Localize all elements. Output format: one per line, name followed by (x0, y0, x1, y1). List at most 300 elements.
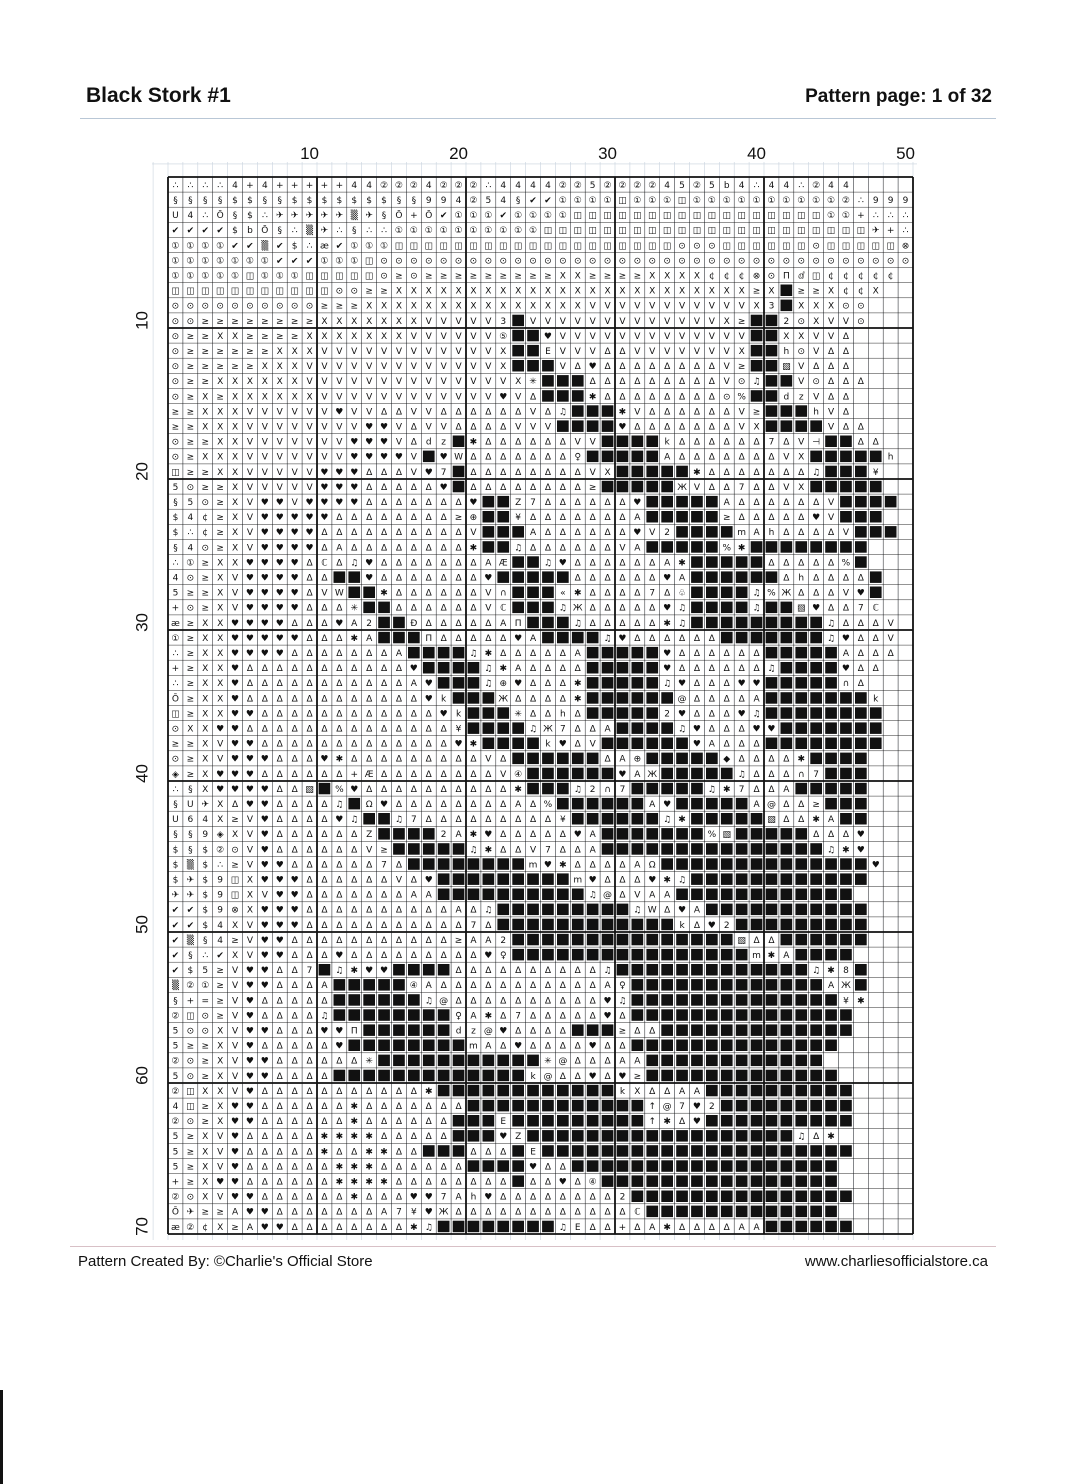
stitch-symbol: ♥ (245, 1026, 254, 1037)
filled-cell (795, 738, 807, 750)
filled-cell (781, 1206, 793, 1218)
stitch-symbol: Δ (693, 679, 701, 690)
stitch-symbol: ✱ (484, 845, 493, 856)
stitch-symbol: ① (201, 271, 210, 282)
filled-cell (348, 979, 360, 991)
filled-cell (691, 843, 703, 855)
stitch-symbol: 2 (783, 316, 790, 327)
stitch-symbol: Δ (425, 784, 432, 795)
stitch-symbol: X (217, 467, 224, 478)
stitch-symbol: X (515, 377, 522, 388)
stitch-symbol: ⊙ (842, 301, 850, 312)
filled-cell (557, 375, 569, 387)
filled-cell (632, 647, 644, 659)
stitch-symbol: ② (380, 180, 389, 191)
stitch-symbol: 4 (232, 180, 238, 191)
stitch-symbol: Δ (559, 467, 566, 478)
stitch-symbol: Δ (261, 1177, 268, 1188)
stitch-symbol: $ (202, 890, 209, 901)
stitch-symbol: X (529, 286, 537, 297)
stitch-symbol: Δ (395, 1192, 403, 1203)
stitch-symbol: V (380, 392, 388, 403)
stitch-symbol: Δ (500, 830, 507, 841)
stitch-symbol: Δ (306, 1071, 313, 1082)
stitch-symbol: 4 (455, 195, 462, 206)
stitch-symbol: ≥ (186, 1177, 195, 1188)
filled-cell (632, 692, 644, 704)
stitch-symbol: Δ (306, 709, 313, 720)
filled-cell (542, 753, 554, 765)
stitch-symbol: 4 (664, 180, 671, 191)
stitch-symbol: ✔ (171, 226, 180, 237)
filled-cell (661, 511, 673, 523)
stitch-symbol: ◫ (722, 226, 732, 237)
store-website[interactable]: www.charliesofficialstore.ca (804, 1253, 988, 1270)
stitch-symbol: Δ (798, 467, 805, 478)
stitch-symbol: ♥ (380, 422, 389, 433)
filled-cell (766, 1175, 778, 1187)
stitch-symbol: ① (216, 256, 225, 267)
stitch-symbol: ≥ (186, 739, 195, 750)
stitch-symbol: Δ (321, 1071, 328, 1082)
filled-cell (512, 753, 524, 765)
filled-cell (810, 1175, 822, 1187)
stitch-symbol: Δ (589, 377, 596, 388)
stitch-symbol: 9 (872, 195, 879, 206)
stitch-symbol: Δ (366, 920, 373, 931)
stitch-symbol: 9 (440, 195, 447, 206)
stitch-symbol: ♥ (588, 362, 597, 373)
stitch-symbol: Δ (440, 407, 447, 418)
filled-cell (557, 753, 569, 765)
stitch-symbol: ◫ (677, 195, 687, 206)
stitch-symbol: ≥ (231, 346, 239, 357)
stitch-symbol: Δ (634, 633, 641, 644)
filled-cell (706, 934, 718, 946)
stitch-symbol: ✈ (275, 211, 284, 222)
stitch-symbol: Δ (291, 799, 298, 810)
stitch-symbol: ♫ (514, 543, 523, 554)
stitch-symbol: A (827, 815, 835, 826)
filled-cell (751, 858, 763, 870)
stitch-symbol: Δ (351, 664, 358, 675)
stitch-symbol: X (246, 377, 254, 388)
stitch-symbol: X (738, 346, 745, 357)
stitch-symbol: A (604, 724, 611, 735)
stitch-symbol: Δ (336, 920, 343, 931)
stitch-symbol: Δ (529, 513, 537, 524)
stitch-symbol: Δ (827, 830, 835, 841)
stitch-symbol: ¥ (455, 724, 462, 735)
filled-cell (736, 904, 748, 916)
stitch-symbol: ✱ (350, 966, 359, 977)
stitch-symbol: 4 (366, 180, 373, 191)
stitch-symbol: $ (202, 905, 209, 916)
stitch-symbol: Δ (634, 392, 641, 403)
stitch-symbol: 4 (172, 1101, 179, 1112)
stitch-symbol: ① (469, 211, 478, 222)
filled-cell (378, 1009, 390, 1021)
stitch-symbol: 7 (440, 467, 447, 478)
filled-cell (646, 707, 658, 719)
stitch-symbol: ♥ (603, 996, 612, 1007)
stitch-symbol: ✱ (335, 1132, 344, 1143)
stitch-symbol: ◫ (633, 241, 642, 252)
stitch-symbol: ⊙ (171, 377, 180, 388)
stitch-symbol: Δ (336, 860, 343, 871)
stitch-symbol: X (202, 1177, 209, 1188)
stitch-symbol: V (619, 331, 626, 342)
stitch-symbol: ♥ (350, 467, 359, 478)
stitch-symbol: 9 (217, 890, 224, 901)
filled-cell (468, 889, 480, 901)
stitch-symbol: V (440, 331, 447, 342)
stitch-symbol: ♥ (424, 1207, 433, 1218)
stitch-symbol: ≥ (469, 271, 478, 282)
filled-cell (646, 1040, 658, 1052)
stitch-symbol: V (619, 301, 626, 312)
stitch-symbol: % (737, 392, 746, 403)
stitch-symbol: ↑ (648, 1101, 657, 1112)
stitch-symbol: ▒ (306, 226, 314, 237)
stitch-symbol: 4 (843, 180, 849, 191)
filled-cell (825, 451, 837, 463)
filled-cell (378, 813, 390, 825)
filled-cell (691, 783, 703, 795)
stitch-symbol: d (783, 392, 790, 403)
filled-cell (468, 858, 480, 870)
stitch-symbol: Δ (470, 950, 477, 961)
stitch-symbol: ♥ (275, 543, 284, 554)
filled-cell (632, 949, 644, 961)
stitch-symbol: ♫ (320, 1011, 329, 1022)
stitch-symbol: X (217, 1117, 224, 1128)
stitch-symbol: Δ (395, 935, 403, 946)
stitch-symbol: ♥ (618, 769, 627, 780)
stitch-symbol: ≥ (186, 633, 195, 644)
stitch-symbol: Δ (589, 724, 596, 735)
stitch-symbol: Δ (619, 513, 626, 524)
stitch-symbol: Δ (738, 754, 745, 765)
stitch-symbol: ▒ (186, 860, 194, 871)
filled-cell (781, 738, 793, 750)
filled-cell (468, 707, 480, 719)
stitch-symbol: ◫ (454, 241, 463, 252)
filled-cell (408, 994, 420, 1006)
filled-cell (527, 768, 539, 780)
stitch-symbol: ② (171, 1117, 180, 1128)
filled-cell (497, 738, 509, 750)
stitch-symbol: ≥ (320, 301, 329, 312)
stitch-symbol: Δ (500, 422, 507, 433)
stitch-symbol: X (604, 286, 611, 297)
filled-cell (810, 632, 822, 644)
filled-cell (751, 345, 763, 357)
stitch-symbol: Δ (529, 799, 537, 810)
stitch-symbol: V (440, 362, 447, 373)
stitch-symbol: Δ (410, 497, 417, 508)
filled-cell (527, 571, 539, 583)
stitch-symbol: X (500, 346, 507, 357)
stitch-symbol: ▒ (186, 935, 194, 946)
filled-cell (661, 994, 673, 1006)
stitch-symbol: ① (529, 211, 538, 222)
stitch-symbol: Δ (574, 482, 581, 493)
stitch-symbol: V (395, 362, 403, 373)
stitch-symbol: ⊙ (171, 437, 180, 448)
filled-cell (721, 587, 733, 599)
stitch-symbol: X (366, 331, 373, 342)
stitch-symbol: Δ (380, 679, 388, 690)
stitch-symbol: ✔ (171, 905, 180, 916)
filled-cell (602, 707, 614, 719)
filled-cell (468, 692, 480, 704)
stitch-symbol: Δ (291, 1041, 298, 1052)
stitch-symbol: X (231, 407, 239, 418)
stitch-symbol: ∴ (336, 226, 343, 237)
stitch-symbol: h (768, 528, 775, 539)
stitch-symbol: Δ (857, 648, 864, 659)
filled-cell (661, 1055, 673, 1067)
stitch-symbol: Δ (485, 1207, 492, 1218)
stitch-symbol: ✈ (335, 211, 344, 222)
stitch-symbol: ① (260, 271, 269, 282)
stitch-symbol: Δ (425, 482, 432, 493)
filled-cell (691, 1191, 703, 1203)
filled-cell (840, 1191, 852, 1203)
stitch-symbol: Δ (336, 1222, 343, 1233)
stitch-symbol: Δ (559, 452, 566, 463)
stitch-symbol: ◫ (826, 226, 836, 237)
stitch-symbol: Δ (723, 648, 730, 659)
stitch-symbol: X (231, 497, 239, 508)
stitch-symbol: ✱ (469, 830, 478, 841)
stitch-symbol: ∴ (291, 226, 298, 237)
stitch-symbol: V (664, 331, 671, 342)
stitch-symbol: Δ (544, 1177, 552, 1188)
stitch-symbol: § (188, 195, 193, 206)
stitch-symbol: Δ (544, 981, 552, 992)
filled-cell (766, 1055, 778, 1067)
stitch-symbol: Δ (529, 1177, 537, 1188)
filled-cell (751, 994, 763, 1006)
stitch-symbol: Δ (574, 573, 581, 584)
filled-cell (602, 647, 614, 659)
filled-cell (721, 526, 733, 538)
stitch-symbol: Δ (351, 1056, 358, 1067)
stitch-symbol: Δ (395, 694, 403, 705)
filled-cell (646, 949, 658, 961)
stitch-symbol: V (693, 331, 701, 342)
filled-cell (721, 934, 733, 946)
filled-cell (795, 828, 807, 840)
stitch-symbol: ≥ (186, 437, 195, 448)
filled-cell (825, 1085, 837, 1097)
stitch-symbol: Δ (515, 845, 522, 856)
stitch-symbol: ♀ (574, 452, 582, 463)
filled-cell (736, 1130, 748, 1142)
filled-cell (751, 889, 763, 901)
stitch-symbol: Δ (708, 467, 715, 478)
stitch-symbol: V (485, 377, 492, 388)
filled-cell (795, 1145, 807, 1157)
filled-cell (587, 1145, 599, 1157)
filled-cell (572, 919, 584, 931)
filled-cell (706, 753, 718, 765)
stitch-symbol: + (857, 211, 865, 222)
filled-cell (855, 919, 867, 931)
stitch-symbol: ⊗ (901, 241, 910, 252)
stitch-symbol: Δ (306, 845, 313, 856)
filled-cell (795, 1115, 807, 1127)
stitch-symbol: ① (514, 211, 523, 222)
stitch-symbol: ① (767, 195, 776, 206)
filled-cell (736, 1055, 748, 1067)
stitch-symbol: Δ (395, 467, 403, 478)
stitch-symbol: A (589, 830, 596, 841)
filled-cell (810, 949, 822, 961)
stitch-symbol: Δ (291, 1101, 298, 1112)
stitch-symbol: ♥ (245, 1056, 254, 1067)
stitch-symbol: Δ (425, 558, 432, 569)
stitch-symbol: Δ (634, 875, 641, 886)
stitch-symbol: Δ (574, 981, 581, 992)
stitch-symbol: ♥ (260, 558, 269, 569)
stitch-symbol: ✱ (678, 558, 686, 569)
stitch-symbol: V (321, 588, 328, 599)
filled-cell (646, 692, 658, 704)
stitch-symbol: ∩ (797, 769, 805, 780)
stitch-symbol: V (574, 346, 581, 357)
stitch-symbol: Δ (589, 603, 596, 614)
stitch-symbol: Δ (351, 905, 358, 916)
stitch-symbol: ① (499, 226, 508, 237)
stitch-symbol: @ (677, 694, 687, 705)
filled-cell (512, 526, 524, 538)
stitch-symbol: Δ (306, 1162, 313, 1173)
stitch-symbol: ✱ (320, 1132, 329, 1143)
stitch-symbol: ≥ (186, 709, 195, 720)
stitch-symbol: ⊙ (171, 754, 180, 765)
filled-cell (721, 1191, 733, 1203)
stitch-symbol: ¢ (708, 271, 715, 282)
stitch-symbol: § (173, 996, 178, 1007)
stitch-symbol: U (172, 815, 179, 826)
stitch-symbol: Δ (395, 709, 403, 720)
stitch-symbol: $ (232, 195, 238, 206)
stitch-symbol: V (544, 316, 552, 327)
stitch-symbol: V (708, 346, 715, 357)
stitch-symbol: ♫ (469, 648, 478, 659)
filled-cell (795, 979, 807, 991)
stitch-symbol: Δ (306, 1026, 313, 1037)
stitch-symbol: $ (202, 875, 209, 886)
filled-cell (766, 1085, 778, 1097)
filled-cell (438, 647, 450, 659)
stitch-symbol: Δ (544, 513, 552, 524)
filled-cell (676, 889, 688, 901)
stitch-symbol: V (529, 407, 537, 418)
stitch-symbol: ♥ (663, 603, 672, 614)
filled-cell (721, 1070, 733, 1082)
stitch-symbol: A (753, 799, 760, 810)
stitch-symbol: Δ (276, 981, 283, 992)
filled-cell (691, 511, 703, 523)
stitch-symbol: V (306, 467, 313, 478)
filled-cell (542, 390, 554, 402)
filled-cell (825, 662, 837, 674)
stitch-symbol: ⊙ (424, 256, 433, 267)
stitch-symbol: ◫ (811, 211, 821, 222)
stitch-symbol: Δ (380, 875, 388, 886)
filled-cell (602, 768, 614, 780)
filled-cell (572, 1085, 584, 1097)
filled-cell (840, 813, 852, 825)
stitch-symbol: Δ (455, 1162, 462, 1173)
stitch-symbol: V (291, 407, 298, 418)
stitch-symbol: ≥ (395, 271, 403, 282)
stitch-symbol: ♥ (260, 875, 269, 886)
stitch-symbol: Δ (723, 422, 730, 433)
stitch-symbol: Δ (634, 573, 641, 584)
stitch-symbol: Δ (753, 739, 760, 750)
stitch-symbol: § (188, 950, 193, 961)
stitch-symbol: Δ (276, 694, 283, 705)
stitch-symbol: Δ (529, 1011, 537, 1022)
stitch-symbol: Δ (276, 709, 283, 720)
stitch-symbol: Δ (261, 1011, 268, 1022)
stitch-symbol: Δ (470, 815, 477, 826)
filled-cell (766, 647, 778, 659)
stitch-symbol: Δ (842, 573, 850, 584)
row-number-labels (132, 311, 151, 1236)
stitch-symbol: ≥ (216, 513, 224, 524)
stitch-symbol: Δ (559, 694, 566, 705)
stitch-symbol: ♥ (678, 709, 687, 720)
stitch-symbol: Δ (336, 875, 343, 886)
stitch-symbol: ♥ (618, 633, 627, 644)
filled-cell (602, 662, 614, 674)
filled-cell (512, 345, 524, 357)
stitch-symbol: V (321, 392, 328, 403)
stitch-symbol: Δ (351, 1086, 358, 1097)
filled-cell (602, 1115, 614, 1127)
filled-cell (348, 1009, 360, 1021)
filled-cell (557, 1145, 569, 1157)
stitch-symbol: Δ (395, 664, 403, 675)
stitch-symbol: Δ (559, 513, 566, 524)
stitch-symbol: Δ (321, 694, 328, 705)
stitch-symbol: ✔ (275, 241, 284, 252)
stitch-symbol: V (231, 1026, 239, 1037)
stitch-symbol: Δ (440, 981, 447, 992)
stitch-symbol: V (395, 392, 403, 403)
filled-cell (706, 1130, 718, 1142)
stitch-symbol: Δ (351, 543, 358, 554)
stitch-symbol: ♥ (409, 1192, 418, 1203)
stitch-symbol: Δ (664, 362, 671, 373)
stitch-symbol: Δ (455, 966, 462, 977)
stitch-symbol: Δ (291, 935, 298, 946)
stitch-symbol: Δ (380, 739, 388, 750)
filled-cell (632, 451, 644, 463)
stitch-symbol: Δ (395, 890, 403, 901)
filled-cell (840, 753, 852, 765)
stitch-symbol: V (380, 346, 388, 357)
stitch-symbol: 4 (425, 180, 432, 191)
stitch-symbol: ♥ (245, 1071, 254, 1082)
filled-cell (632, 919, 644, 931)
